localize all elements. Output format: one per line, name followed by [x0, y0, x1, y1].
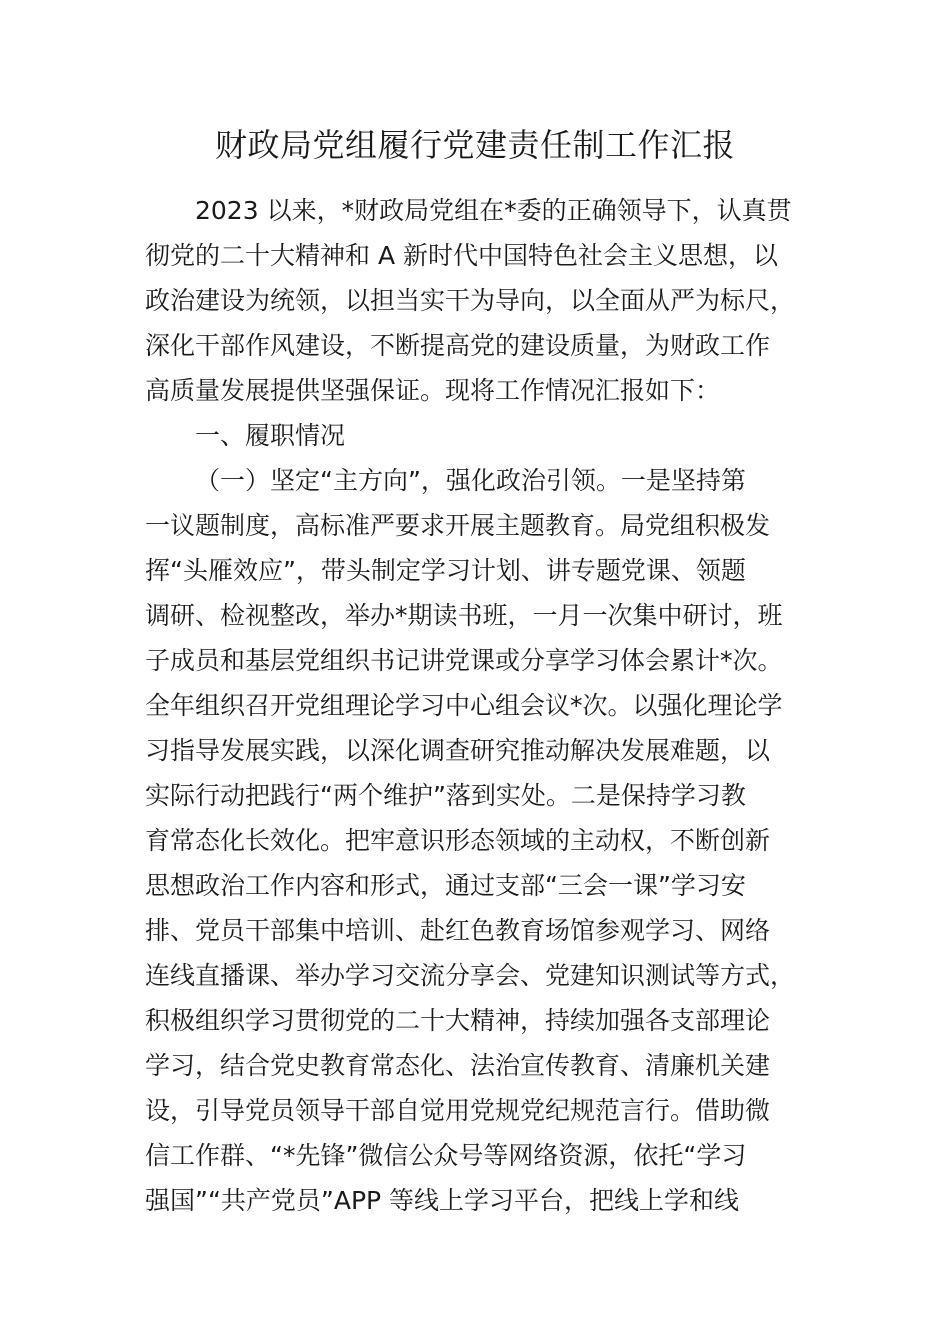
section-heading: 一、履职情况 — [195, 421, 346, 450]
text-line: 习指导发展实践，以深化调查研究推动解决发展难题，以 — [145, 736, 771, 765]
document-body — [145, 188, 810, 1223]
text-line: 深化干部作风建设，不断提高党的建设质量，为财政工作 — [145, 331, 771, 360]
text-line: 积极组织学习贯彻党的二十大精神，持续加强各支部理论 — [145, 1006, 771, 1035]
text-line: 挥“头雁效应”，带头制定学习计划、讲专题党课、领题 — [145, 556, 746, 585]
text-line: 信工作群、“*先锋”微信公众号等网络资源，依托“学习 — [145, 1141, 747, 1170]
text-line: 思想政治工作内容和形式，通过支部“三会一课”学习安 — [145, 871, 746, 900]
text-line: 学习，结合党史教育常态化、法治宣传教育、清廉机关建 — [145, 1051, 771, 1080]
text-line: 子成员和基层党组织书记讲党课或分享学习体会累计*次。 — [145, 646, 783, 675]
text-line: 育常态化长效化。把牢意识形态领域的主动权，不断创新 — [145, 826, 771, 855]
text-line: 设，引导党员领导干部自觉用党规党纪规范言行。借助微 — [145, 1096, 771, 1125]
text-line: 2023 以来，*财政局党组在*委的正确领导下，认真贯 — [195, 196, 792, 225]
text-line: 强国”“共产党员”APP 等线上学习平台，把线上学和线 — [145, 1186, 740, 1215]
text-line: 排、党员干部集中培训、赴红色教育场馆参观学习、网络 — [145, 916, 771, 945]
text-line: 全年组织召开党组理论学习中心组会议*次。以强化理论学 — [145, 691, 783, 720]
text-line: 连线直播课、举办学习交流分享会、党建知识测试等方式， — [145, 961, 796, 990]
text-line: 政治建设为统领，以担当实干为导向，以全面从严为标尺， — [145, 286, 796, 315]
text-line: 彻党的二十大精神和 A 新时代中国特色社会主义思想，以 — [145, 241, 778, 270]
text-line: 调研、检视整改，举办*期读书班，一月一次集中研讨，班 — [145, 601, 783, 630]
document-title: 财政局党组履行党建责任制工作汇报 — [214, 126, 735, 164]
text-line: 一议题制度，高标准严要求开展主题教育。局党组积极发 — [145, 511, 771, 540]
text-line: （一）坚定“主方向”，强化政治引领。一是坚持第 — [195, 466, 746, 495]
text-line: 高质量发展提供坚强保证。现将工作情况汇报如下： — [145, 376, 721, 405]
text-line: 实际行动把践行“两个维护”落到实处。二是保持学习教 — [145, 781, 746, 810]
